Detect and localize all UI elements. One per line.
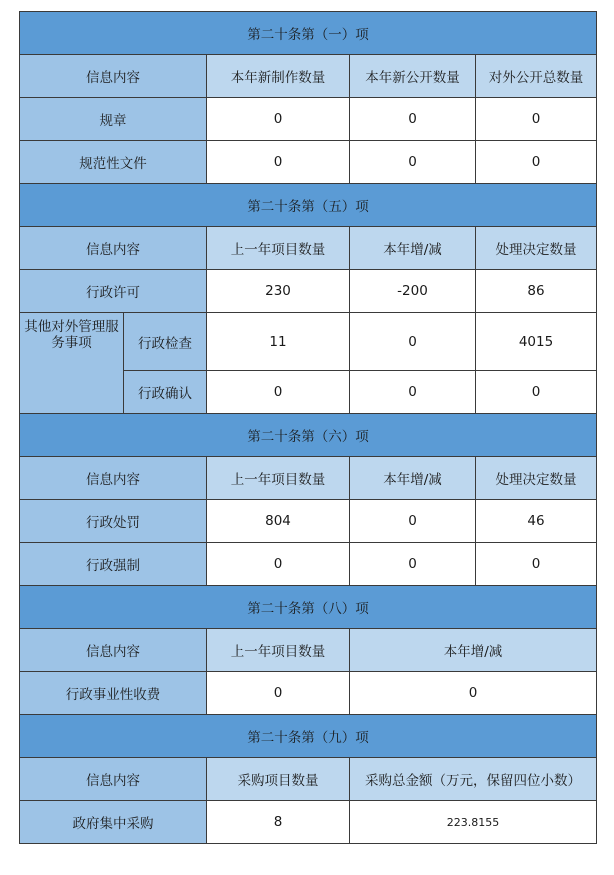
header-cell: 本年新制作数量 <box>207 55 350 98</box>
header-cell: 信息内容 <box>20 227 207 270</box>
value-cell: 0 <box>350 98 476 141</box>
header-cell: 信息内容 <box>20 457 207 500</box>
table-row <box>20 141 597 184</box>
value-cell: 0 <box>476 371 597 414</box>
row-label: 行政事业性收费 <box>20 672 207 715</box>
section-title-row <box>20 184 597 227</box>
value-cell: 86 <box>476 270 597 313</box>
header-row <box>20 629 597 672</box>
header-cell: 本年增/减 <box>350 227 476 270</box>
header-cell: 采购项目数量 <box>207 758 350 801</box>
value-cell: 0 <box>350 543 476 586</box>
value-cell: 11 <box>207 313 350 371</box>
header-row <box>20 55 597 98</box>
value-cell: 0 <box>476 543 597 586</box>
section-title-row <box>20 586 597 629</box>
header-cell: 上一年项目数量 <box>207 629 350 672</box>
section-title-row <box>20 414 597 457</box>
header-cell: 信息内容 <box>20 629 207 672</box>
row-label: 政府集中采购 <box>20 801 207 844</box>
header-cell: 上一年项目数量 <box>207 227 350 270</box>
sub-row-label: 行政检查 <box>124 313 207 371</box>
header-cell: 上一年项目数量 <box>207 457 350 500</box>
value-cell: 0 <box>207 371 350 414</box>
header-cell: 信息内容 <box>20 55 207 98</box>
header-row <box>20 758 597 801</box>
header-cell: 信息内容 <box>20 758 207 801</box>
section-title: 第二十条第（五）项 <box>20 184 597 227</box>
table-row <box>20 543 597 586</box>
header-cell: 对外公开总数量 <box>476 55 597 98</box>
header-row <box>20 227 597 270</box>
header-cell: 采购总金额（万元，保留四位小数） <box>350 758 597 801</box>
section-title: 第二十条第（六）项 <box>20 414 597 457</box>
section-title: 第二十条第（一）项 <box>20 12 597 55</box>
value-cell: 0 <box>207 98 350 141</box>
header-cell: 处理决定数量 <box>476 457 597 500</box>
table-row <box>20 500 597 543</box>
table-row <box>20 313 597 371</box>
value-cell: 0 <box>350 371 476 414</box>
value-cell: 0 <box>207 141 350 184</box>
table-row <box>20 672 597 715</box>
value-cell: 0 <box>350 313 476 371</box>
value-cell: 0 <box>207 672 350 715</box>
table-row <box>20 270 597 313</box>
value-cell: 0 <box>476 98 597 141</box>
value-cell: 223.8155 <box>350 801 597 844</box>
section-title: 第二十条第（九）项 <box>20 715 597 758</box>
section-title: 第二十条第（八）项 <box>20 586 597 629</box>
header-cell: 本年增/减 <box>350 457 476 500</box>
value-cell: 804 <box>207 500 350 543</box>
value-cell: 230 <box>207 270 350 313</box>
header-row <box>20 457 597 500</box>
row-label: 行政处罚 <box>20 500 207 543</box>
section-title-row <box>20 12 597 55</box>
header-cell: 处理决定数量 <box>476 227 597 270</box>
table-row <box>20 801 597 844</box>
row-label: 规范性文件 <box>20 141 207 184</box>
government-information-disclosure-table <box>19 11 597 844</box>
value-cell: 0 <box>350 672 597 715</box>
value-cell: 8 <box>207 801 350 844</box>
row-label: 行政许可 <box>20 270 207 313</box>
value-cell: 0 <box>476 141 597 184</box>
row-label: 行政强制 <box>20 543 207 586</box>
header-cell: 本年增/减 <box>350 629 597 672</box>
value-cell: 46 <box>476 500 597 543</box>
value-cell: -200 <box>350 270 476 313</box>
value-cell: 0 <box>350 500 476 543</box>
row-label: 规章 <box>20 98 207 141</box>
sub-row-label: 行政确认 <box>124 371 207 414</box>
value-cell: 4015 <box>476 313 597 371</box>
group-label: 其他对外管理服务事项 <box>20 313 124 414</box>
value-cell: 0 <box>207 543 350 586</box>
header-cell: 本年新公开数量 <box>350 55 476 98</box>
table-row <box>20 98 597 141</box>
section-title-row <box>20 715 597 758</box>
value-cell: 0 <box>350 141 476 184</box>
